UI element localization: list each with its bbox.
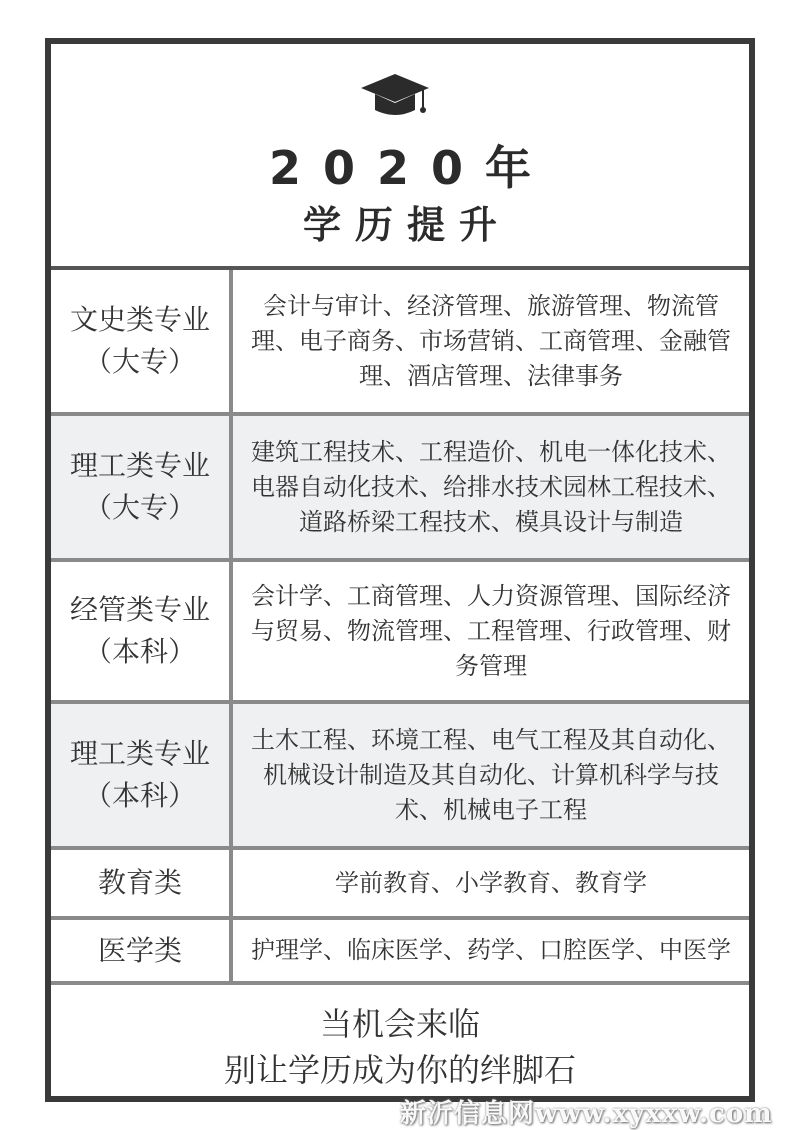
table-row	[51, 416, 749, 562]
category-level: （大专）	[83, 491, 196, 524]
poster-subtitle: 学历提升	[302, 203, 511, 247]
majors-cell: 学前教育、小学教育、教育学	[335, 868, 647, 897]
category-cell	[51, 920, 233, 981]
site-watermark: 新沂信息网www.xyxxw.com	[400, 1099, 773, 1129]
category-cell	[51, 416, 233, 558]
majors-cell: 护理学、临床医学、药学、口腔医学、中医学	[251, 936, 731, 964]
slogan-line-2: 别让学历成为你的绊脚石	[223, 1051, 576, 1089]
poster-year: 2020年	[268, 141, 554, 195]
category-name: 理工类专业	[69, 737, 210, 770]
category-name: 理工类专业	[69, 449, 210, 482]
table-row	[51, 270, 749, 416]
majors-cell: 会计与审计、经济管理、旅游管理、物流管理、电子商务、市场营销、工商管理、金融管理、酒店管理、法律事务	[251, 291, 731, 390]
majors-cell: 建筑工程技术、工程造价、机电一体化技术、电器自动化技术、给排水技术园林工程技术、道路桥梁工程技术、模具设计与制造	[233, 416, 749, 558]
category-cell	[51, 850, 233, 916]
majors-cell: 土木工程、环境工程、电气工程及其自动化、机械设计制造及其自动化、计算机科学与技术、机械电子工程	[233, 704, 749, 846]
table-row	[51, 920, 749, 985]
category-name: 经管类专业	[69, 593, 210, 626]
slogan-line-1: 当机会来临	[319, 1005, 480, 1043]
category-name: 文史类专业	[69, 303, 210, 336]
category-level: （本科）	[83, 635, 196, 668]
category-name: 教育类	[97, 866, 182, 899]
category-cell	[51, 704, 233, 846]
category-cell	[51, 562, 233, 700]
majors-table	[51, 266, 749, 985]
majors-cell: 会计学、工商管理、人力资源管理、国际经济与贸易、物流管理、工程管理、行政管理、财务管理	[251, 581, 731, 680]
table-row	[51, 704, 749, 850]
category-cell	[51, 270, 233, 412]
graduation-cap-icon	[359, 72, 431, 122]
table-row	[51, 850, 749, 920]
category-level: （大专）	[83, 345, 196, 378]
poster-frame	[45, 38, 755, 1102]
category-name: 医学类	[97, 933, 182, 967]
table-row	[51, 562, 749, 704]
poster-header	[51, 44, 749, 266]
category-level: （本科）	[83, 779, 196, 812]
